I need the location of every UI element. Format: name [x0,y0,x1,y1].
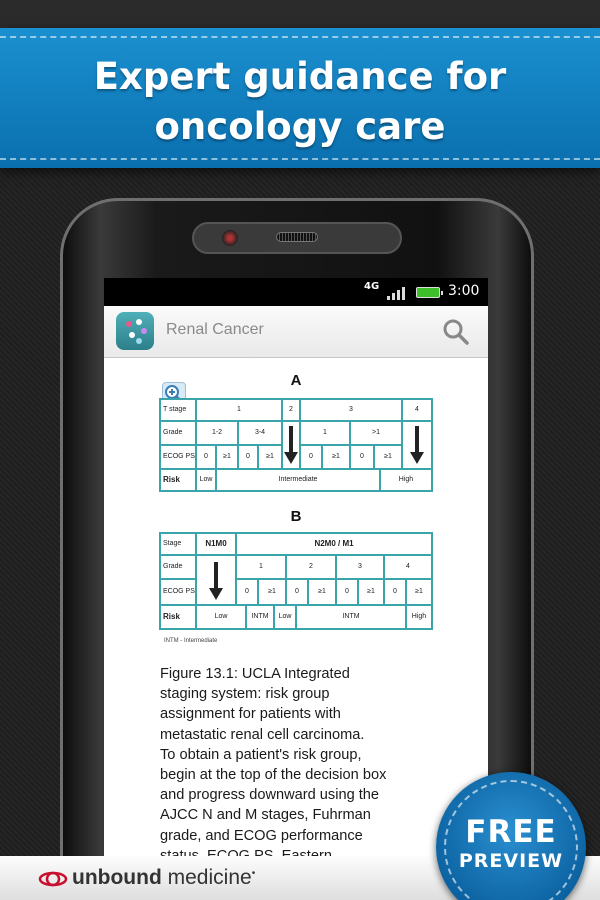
caption-line: metastatic renal cell carcinoma. [160,726,365,743]
table-a-ecog-value: ≥1 [257,444,283,470]
signal-icon [387,286,407,300]
table-a-tstage-header: T stage [159,398,197,422]
table-a-ecog-value: 0 [195,444,217,470]
table-a-ecog-value: ≥1 [215,444,239,470]
down-arrow-icon [209,562,223,602]
phone-screen [104,278,488,878]
table-a-ecog-value: ≥1 [373,444,403,470]
caption-line: AJCC N and M stages, Fuhrman [160,807,371,824]
figure-caption [160,664,440,866]
app-bar [104,306,488,358]
table-b-ecog-value: 0 [285,578,309,606]
intm-footnote: INTM - Intermediate [164,638,218,644]
table-a-tstage-value: 1 [195,398,283,422]
app-logo-icon[interactable] [116,312,154,350]
speaker-grille [276,232,318,242]
table-b-risk-value: INTM [245,604,275,630]
table-a-grade-value: 3-4 [237,420,283,446]
table-b-ecog-value: ≥1 [307,578,337,606]
caption-line: begin at the top of the decision box [160,767,387,784]
caption-line: To obtain a patient's risk group, [160,746,362,763]
caption-line: and progress downward using the [160,787,380,804]
caption-line: grade, and ECOG performance [160,827,363,844]
table-a-risk-value: Low [195,468,217,492]
table-b-ecog-value: 0 [335,578,359,606]
table-a-ecog-value: 0 [237,444,259,470]
badge-free-text: FREE [465,814,557,850]
table-a-risk-value: Intermediate [215,468,381,492]
top-strip [0,0,600,28]
table-a-risk-value: High [379,468,433,492]
footer-brand [72,866,255,890]
table-b-ecog-value: 0 [383,578,407,606]
footer-brand-regular: medicine [161,866,252,889]
caption-line: staging system: risk group [160,686,330,703]
table-b-stage-value: N1M0 [195,532,237,556]
table-b-grade-value: 1 [235,554,287,580]
table-b-ecog-value: 0 [235,578,259,606]
table-a-grade-value: 1-2 [195,420,239,446]
network-type: 4G [364,281,380,292]
table-a-grade-value: >1 [349,420,403,446]
table-b-ecog-value: ≥1 [357,578,385,606]
table-a-label: A [290,372,302,389]
battery-icon [416,287,440,298]
table-b-risk-value: High [405,604,433,630]
table-a-tstage-value: 3 [299,398,403,422]
status-bar [104,278,488,306]
table-b-grade-header: Grade [159,554,197,580]
unbound-logo-icon [38,870,68,888]
search-icon[interactable] [442,318,470,346]
table-b-stage-header: Stage [159,532,197,556]
table-b-risk-header: Risk [159,604,197,630]
table-b-risk-value: Low [273,604,297,630]
caption-line: assignment for patients with [160,706,341,723]
camera-icon [222,230,238,246]
footer-brand-bold: unbound [72,866,162,889]
table-b-stage-value: N2M0 / M1 [235,532,433,556]
down-arrow-icon [410,426,424,466]
table-a-risk-header: Risk [159,468,197,492]
down-arrow-icon [284,426,298,466]
table-a-ecog-value: 0 [349,444,375,470]
status-time: 3:00 [448,283,480,299]
table-b-grade-value: 4 [383,554,433,580]
table-a-tstage-value: 2 [281,398,301,422]
content-area[interactable] [104,358,488,878]
promo-banner [0,28,600,168]
table-b-ecog-header: ECOG PS [159,578,197,606]
table-a-ecog-value: 0 [299,444,323,470]
table-a-tstage-value: 4 [401,398,433,422]
table-b-label: B [290,508,302,525]
table-b-grade-value: 3 [335,554,385,580]
table-b-ecog-value: ≥1 [257,578,287,606]
table-b-ecog-value: ≥1 [405,578,433,606]
caption-line: Figure 13.1: UCLA Integrated [160,666,350,682]
table-b-risk-value: INTM [295,604,407,630]
table-a-ecog-header: ECOG PS [159,444,197,470]
table-a-ecog-value: ≥1 [321,444,351,470]
banner-title: Expert guidance for oncology care [93,55,507,148]
table-b-grade-value: 2 [285,554,337,580]
table-a-grade-value: 1 [299,420,351,446]
badge-preview-text: PREVIEW [458,850,564,872]
app-title: Renal Cancer [166,321,264,338]
table-a-grade-header: Grade [159,420,197,446]
footer-brand-mark: • [251,868,256,879]
table-b-risk-value: Low [195,604,247,630]
